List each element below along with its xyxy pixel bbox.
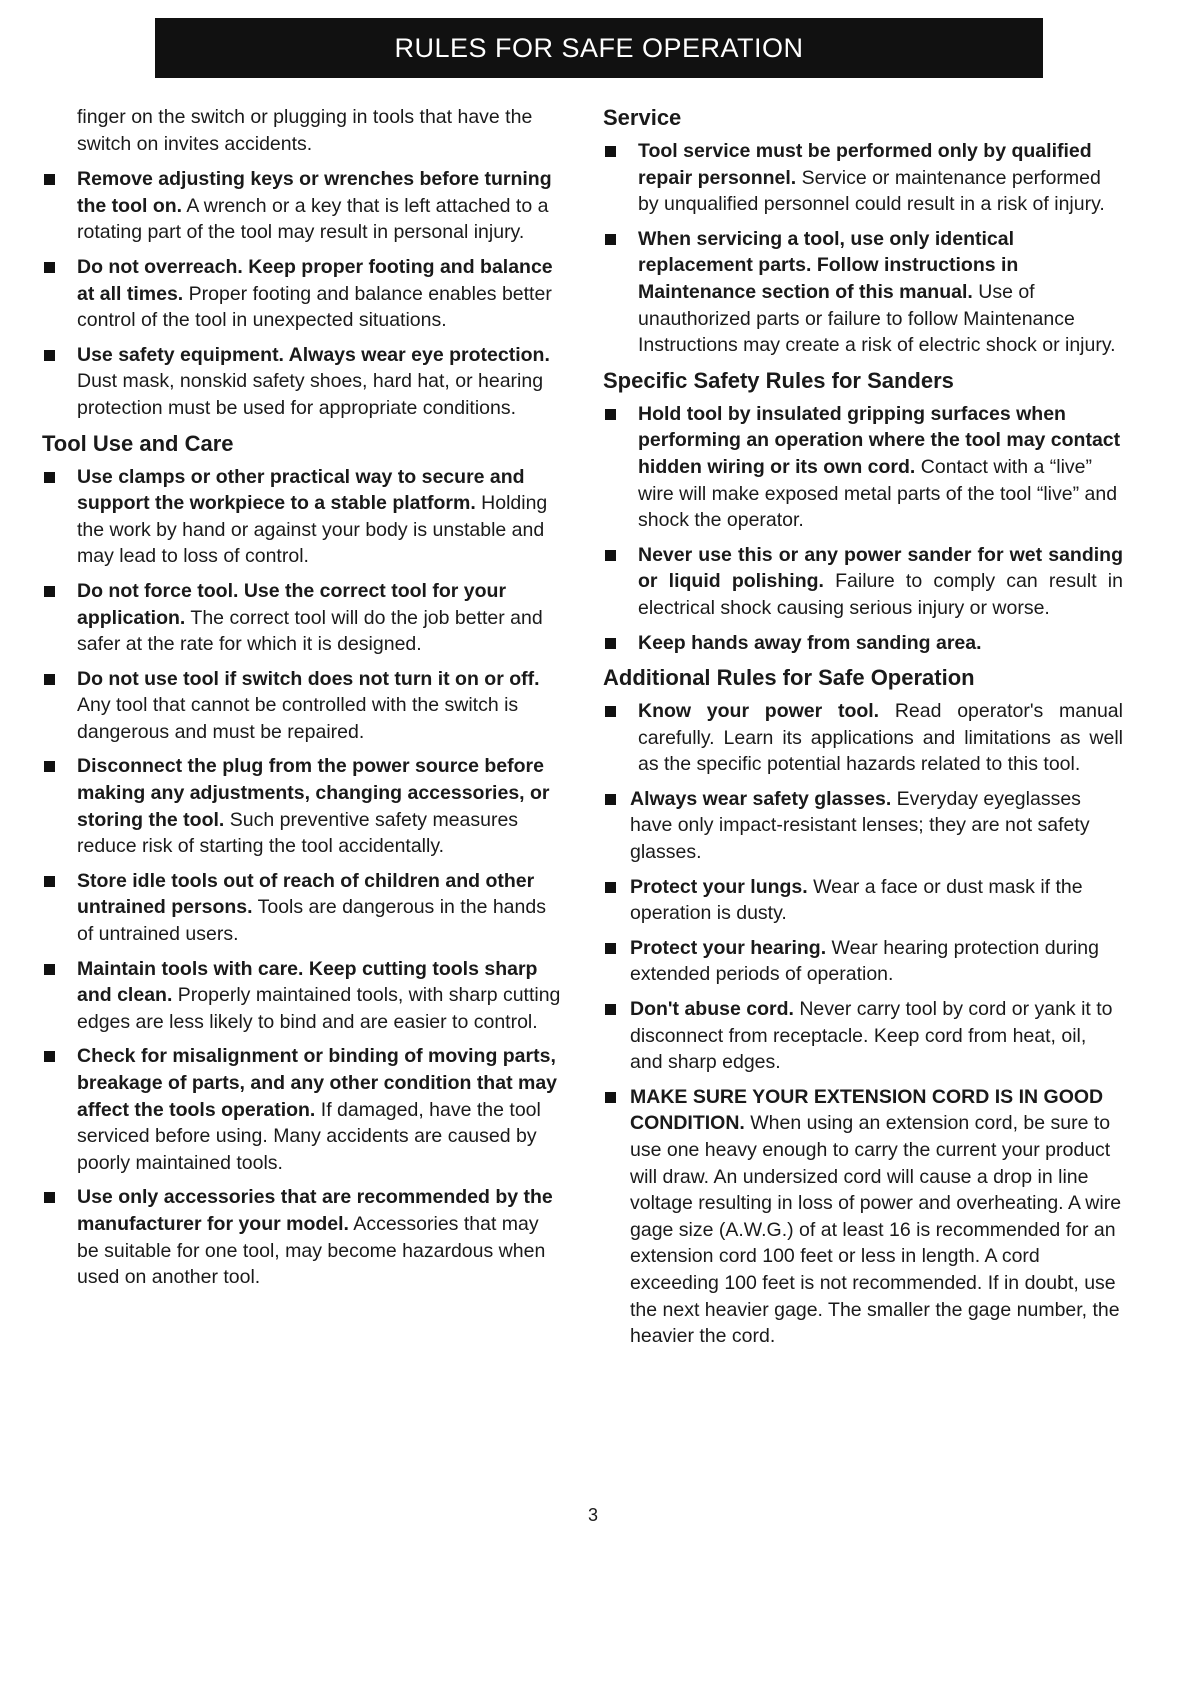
rule-text: Accessories that may be suitable for one tool, may become hazardous when used on another tool. <box>77 1212 546 1289</box>
heading-sanders: Specific Safety Rules for Sanders <box>603 367 954 393</box>
rule-bold: Keep hands away from sanding area. <box>638 631 982 654</box>
square-bullet-icon <box>44 876 55 887</box>
rule-text: The correct tool will do the job better and safer at the rate for which it is designed. <box>77 606 543 656</box>
rule-item <box>603 935 1123 988</box>
rule-item <box>42 464 562 570</box>
square-bullet-icon <box>605 409 616 420</box>
rule-bold: Store idle tools out of reach of children and other untrained persons. <box>77 869 535 919</box>
rule-item <box>603 226 1123 359</box>
rule-bold: Do not use tool if switch does not turn it on or off. <box>77 667 540 690</box>
rule-item <box>42 578 562 658</box>
rule-bold: Maintain tools with care. Keep cutting tools sharp and clean. <box>77 957 538 1007</box>
square-bullet-icon <box>605 234 616 245</box>
rule-item <box>42 1184 562 1290</box>
square-bullet-icon <box>605 550 616 561</box>
square-bullet-icon <box>605 943 616 954</box>
rule-text: Dust mask, nonskid safety shoes, hard hat, or hearing protection must be used for appropriate conditions. <box>77 370 544 419</box>
rule-item <box>603 698 1123 778</box>
rule-text: Wear hearing protection during extended periods of operation. <box>630 936 1099 986</box>
square-bullet-icon <box>44 350 55 361</box>
rule-text: Such preventive safety measures reduce risk of starting the tool accidentally. <box>77 808 519 858</box>
square-bullet-icon <box>44 964 55 975</box>
rule-item <box>42 666 562 746</box>
rule-bold: Use clamps or other practical way to secure and support the workpiece to a stable platform. <box>77 465 525 515</box>
rule-text: Use of unauthorized parts or failure to follow Maintenance Instructions may create a risk of electric shock or injury. <box>638 280 1116 357</box>
rule-item <box>42 868 562 948</box>
rule-bold: Know your power tool. <box>638 700 880 723</box>
rule-text: Proper footing and balance enables better control of the tool in unexpected situations. <box>77 282 552 332</box>
rule-item <box>42 254 562 334</box>
rule-bold: MAKE SURE YOUR EXTENSION CORD IS IN GOOD CONDITION. <box>630 1085 1104 1135</box>
rule-bold: Remove adjusting keys or wrenches before turning the tool on. <box>77 168 552 217</box>
rule-item <box>42 1043 562 1176</box>
rule-text: Holding the work by hand or against your body is unstable and may lead to loss of control. <box>77 492 548 568</box>
square-bullet-icon <box>605 1092 616 1103</box>
rule-item <box>42 956 562 1036</box>
rule-list <box>603 138 1123 359</box>
rule-text: Read operator's manual carefully. Learn its applications and limitations as well as the specific potential hazards related to this tool. <box>638 700 1123 776</box>
rule-item <box>603 874 1123 927</box>
rule-list <box>603 698 1123 1350</box>
rule-bold: Hold tool by insulated gripping surfaces when performing an operation where the tool may contact hidden wiring or its own cord. <box>638 402 1121 478</box>
rule-bold: Use safety equipment. Always wear eye protection. <box>77 343 550 366</box>
section-title: RULES FOR SAFE OPERATION <box>394 33 804 63</box>
rule-text: Any tool that cannot be controlled with the switch is dangerous and must be repaired. <box>77 694 519 743</box>
rule-bold: Use only accessories that are recommended by the manufacturer for your model. <box>77 1186 553 1235</box>
square-bullet-icon <box>44 761 55 772</box>
rule-text: Wear a face or dust mask if the operation is dusty. <box>630 875 1083 925</box>
rule-text: Everyday eyeglasses have only impact-resistant lenses; they are not safety glasses. <box>630 787 1090 864</box>
square-bullet-icon <box>44 674 55 685</box>
rule-item <box>42 753 562 859</box>
square-bullet-icon <box>605 882 616 893</box>
rule-bold: Tool service must be performed only by qualified repair personnel. <box>638 140 1092 189</box>
square-bullet-icon <box>605 794 616 805</box>
rule-item <box>603 542 1123 622</box>
rule-item <box>603 401 1123 534</box>
rule-text: Properly maintained tools, with sharp cutting edges are less likely to bind and are easier to control. <box>77 984 561 1033</box>
rule-item <box>603 630 1123 657</box>
rule-text: Never carry tool by cord or yank it to disconnect from receptacle. Keep cord from heat, oil, and sharp edges. <box>630 998 1113 1074</box>
rule-bold: Check for misalignment or binding of moving parts, breakage of parts, and any other condition that may affect the tools operation. <box>77 1045 558 1121</box>
rule-list <box>42 464 562 1291</box>
heading-tool-use: Tool Use and Care <box>42 430 234 456</box>
rule-item <box>42 166 562 246</box>
rule-item <box>42 342 562 422</box>
square-bullet-icon <box>44 586 55 597</box>
rule-bold: Disconnect the plug from the power source before making any adjustments, changing accessories, or storing the tool. <box>77 755 550 831</box>
rule-item <box>603 996 1123 1076</box>
rule-text: If damaged, have the tool serviced before using. Many accidents are caused by poorly maintained tools. <box>77 1098 541 1174</box>
square-bullet-icon <box>44 472 55 483</box>
heading-additional: Additional Rules for Safe Operation <box>603 665 975 691</box>
rule-text: Failure to comply can result in electrical shock causing serious injury or worse. <box>638 570 1123 619</box>
rule-bold: Do not force tool. Use the correct tool for your application. <box>77 579 507 629</box>
rule-bold: Do not overreach. Keep proper footing and balance at all times. <box>77 255 553 305</box>
square-bullet-icon <box>605 706 616 717</box>
page-number: 3 <box>587 1505 598 1525</box>
section-title-bar <box>155 18 1043 78</box>
rule-bold: Protect your hearing. <box>630 936 827 959</box>
rule-bold: Protect your lungs. <box>630 875 808 898</box>
rule-text: Service or maintenance performed by unqualified personnel could result in a risk of injury. <box>638 166 1105 216</box>
square-bullet-icon <box>44 1192 55 1203</box>
rule-item <box>603 1084 1123 1350</box>
square-bullet-icon <box>44 262 55 273</box>
rule-text: When using an extension cord, be sure to use one heavy enough to carry the current your product will draw. An undersized cord will cause a drop in line voltage resulting in loss of power and overheating. A wire gage size (A.W.G.) of at least 16 is recommended for an extension cord 100 feet or less in length. A cord exceeding 100 feet is not recommended. If in doubt, use the next heavier gage. The smaller the gage number, the heavier the cord. <box>630 1112 1122 1348</box>
continuation-text: finger on the switch or plugging in tools that have the switch on invites accidents. <box>77 106 533 155</box>
heading-service: Service <box>603 105 682 130</box>
rule-list <box>42 166 562 421</box>
rule-item <box>603 138 1123 218</box>
square-bullet-icon <box>605 1004 616 1015</box>
rule-bold: Don't abuse cord. <box>630 998 794 1021</box>
left-column <box>42 104 562 1299</box>
rule-item <box>603 786 1123 866</box>
right-column <box>603 104 1123 1358</box>
rule-bold: When servicing a tool, use only identical replacement parts. Follow instructions in Maintenance section of this manual. <box>638 227 1019 303</box>
square-bullet-icon <box>44 1051 55 1062</box>
rule-bold: Never use this or any power sander for wet sanding or liquid polishing. <box>638 543 1123 593</box>
square-bullet-icon <box>605 638 616 649</box>
square-bullet-icon <box>605 146 616 157</box>
rule-bold: Always wear safety glasses. <box>630 787 892 810</box>
rule-text: A wrench or a key that is left attached to a rotating part of the tool may result in personal injury. <box>77 194 549 244</box>
square-bullet-icon <box>44 174 55 185</box>
rule-text: Contact with a “live” wire will make exposed metal parts of the tool “live” and shock the operator. <box>638 455 1118 532</box>
rule-list <box>603 401 1123 656</box>
rule-text: Tools are dangerous in the hands of untrained users. <box>77 896 546 946</box>
